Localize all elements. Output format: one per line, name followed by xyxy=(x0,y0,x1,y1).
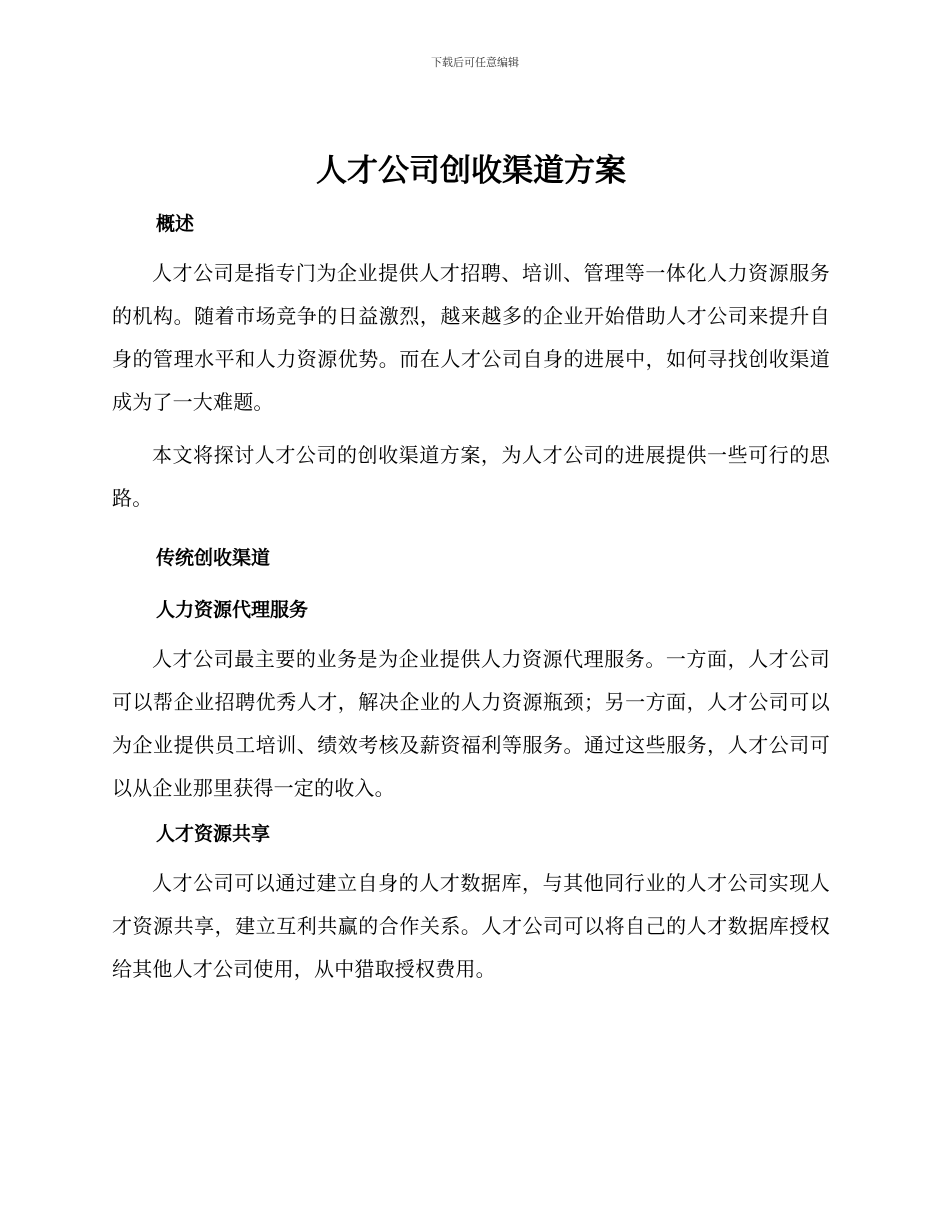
spacer xyxy=(112,572,830,596)
document-title: 人才公司创收渠道方案 xyxy=(316,153,626,189)
spacer xyxy=(112,238,830,252)
page-header-note: 下载后可任意编辑 xyxy=(431,56,519,69)
document-body xyxy=(112,142,830,991)
talent-sharing-paragraph: 人才公司可以通过建立自身的人才数据库，与其他同行业的人才公司实现人才资源共享，建立互利共赢的合作关系。人才公司可以将自己的人才数据库授权给其他人才公司使用，从中猎取授权费用。 xyxy=(112,871,830,981)
spacer xyxy=(112,810,830,820)
hr-agency-paragraph: 人才公司最主要的业务是为企业提供人力资源代理服务。一方面，人才公司可以帮企业招聘优秀人才，解决企业的人力资源瓶颈；另一方面，人才公司可以为企业提供员工培训、绩效考核及薪资福利等服务。通过这些服务，人才公司可以从企业那里获得一定的收入。 xyxy=(112,647,830,800)
section-heading-traditional: 传统创收渠道 xyxy=(156,547,271,569)
overview-paragraph-1: 人才公司是指专门为企业提供人才招聘、培训、管理等一体化人力资源服务的机构。随着市场竞争的日益激烈，越来越多的企业开始借助人才公司来提升自身的管理水平和人力资源优势。而在人才公司自身的进展中，如何寻找创收渠道成为了一大难题。 xyxy=(112,261,830,414)
spacer xyxy=(112,424,830,434)
overview-paragraph-2: 本文将探讨人才公司的创收渠道方案，为人才公司的进展提供一些可行的思路。 xyxy=(112,443,830,510)
spacer xyxy=(112,624,830,638)
section-heading-hr-agency: 人力资源代理服务 xyxy=(156,599,309,621)
section-heading-overview: 概述 xyxy=(156,213,195,235)
section-heading-talent-sharing: 人才资源共享 xyxy=(156,823,271,845)
spacer xyxy=(112,848,830,862)
spacer xyxy=(112,520,830,544)
